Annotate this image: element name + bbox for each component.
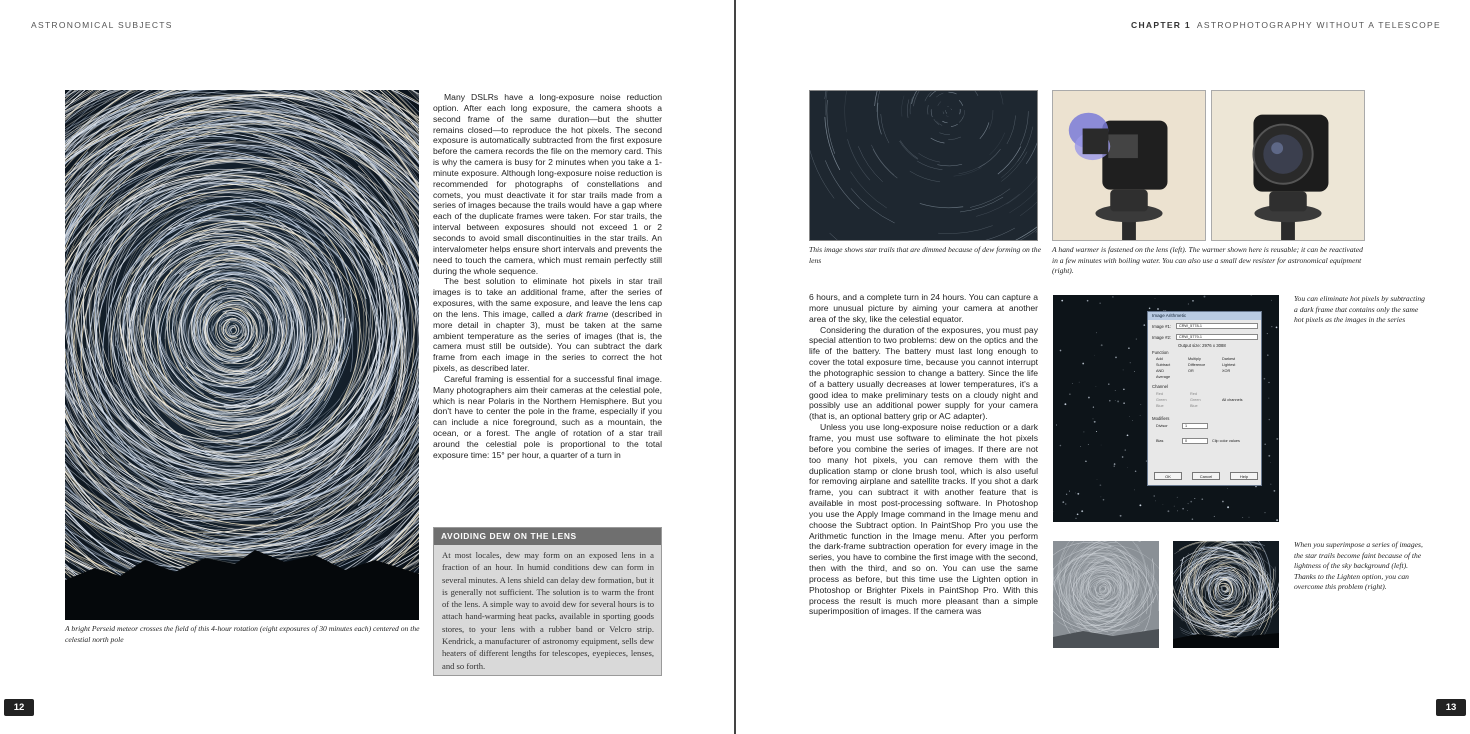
- image1-select[interactable]: CRW_5778-1: [1176, 323, 1258, 329]
- ok-button[interactable]: OK: [1154, 472, 1182, 480]
- sidebar-text: At most locales, dew may form on an exposed lens in a fraction of an hour. In humid conditions dew can form in several minutes. A lens shield can delay dew formation, but it is generally not sufficient. The solution is to warm the front of the lens. A simple way to avoid dew for several hours is to attach hand-warming heat packs, available in sporting goods stores, to your lens with a rubber band or Velcro strip. Kendrick, a manufacturer of astronomy equipment, sells dew heaters of different lengths for telescopes, eyepieces, lenses, and so forth.: [442, 550, 654, 671]
- dew-dimmed-photo: [809, 90, 1038, 241]
- hot-pixels-screenshot: [1053, 295, 1279, 522]
- function-option[interactable]: Multiply: [1188, 357, 1201, 361]
- paragraph: Unless you use long-exposure noise reduction or a dark frame, you must use software to eliminate the hot pixels before you combine the series of images. If there are not too many hot pixels, you can remove them with the duplication stamp or clone brush tool, which is also useful for removing airplane and satellite tracks. If you shot a dark frame, you can subtract it with another feature that is available in most post-processing software. In Photoshop you use the Apply Image command in the Image menu and choose the Subtract option. In PaintShop Pro you use the Arithmetic function in the Image menu. After you perform the dark-frame subtraction operation for every image in the series, you have to combine the first image with the second, then with the third, and so on. You can use the same process as before, but this time use the Lighten option in Photoshop or Brighter Pixels in PaintShop Pro. With this process the result is much more pleasant than a simple superimposition of images. If the camera was: [809, 422, 1038, 617]
- running-head-right: [1131, 20, 1441, 30]
- paragraph: Careful framing is essential for a successful final image. Many photographers aim their cameras at the celestial pole, which is near Polaris in the Northern Hemisphere. But you don't have to center the pole in the frame, especially if you can include a nice foreground, such as a mountain, the ocean, or a forest. The angle of rotation of a star trail around the celestial pole is proportional to the total exposure time: 15° per hour, a quarter of a turn in: [433, 373, 662, 460]
- function-option[interactable]: Darkest: [1222, 357, 1236, 361]
- function-option[interactable]: Difference: [1188, 363, 1206, 367]
- running-head-left: ASTRONOMICAL SUBJECTS: [31, 20, 173, 30]
- channel-option[interactable]: Green: [1156, 398, 1167, 402]
- body-text-left: [433, 92, 662, 461]
- image-arithmetic-dialog: [1147, 311, 1262, 486]
- paragraph: Considering the duration of the exposures, you must pay special attention to two problems: dew on the optics and the life of the battery. The battery must last long enough to cover the total exposure time, because you cannot interrupt the photographic session to change a battery. Since the life of a battery usually decreases at lower temperatures, it's a good idea to make preliminary tests on a cloudy night and possibly use an additional power supply for your camera (that is, an optional battery grip or AC adapter).: [809, 324, 1038, 422]
- hand-warmer-photo: [1052, 90, 1206, 241]
- image1-label: Image #1:: [1152, 324, 1172, 329]
- function-option[interactable]: AND: [1156, 369, 1165, 373]
- channel-option[interactable]: Red: [1156, 392, 1163, 396]
- camera-with-resister-image: [1212, 91, 1364, 240]
- star-trail-photo: [65, 90, 419, 620]
- image2-label: Image #2:: [1152, 335, 1172, 340]
- star-trail-image: [65, 90, 419, 620]
- chapter-label: CHAPTER 1: [1131, 20, 1191, 30]
- cancel-button[interactable]: Cancel: [1192, 472, 1220, 480]
- image2-select[interactable]: CRW_5779-1: [1176, 334, 1258, 340]
- function-option[interactable]: Subtract: [1156, 363, 1171, 367]
- bias-input[interactable]: 0: [1182, 438, 1208, 444]
- modifiers-label: Modifiers: [1152, 416, 1170, 421]
- body-text-right: [809, 292, 1038, 617]
- function-option[interactable]: OR: [1188, 369, 1194, 373]
- divisor-input[interactable]: 1: [1182, 423, 1208, 429]
- caption-dew: This image shows star trails that are dimmed because of dew forming on the lens: [809, 245, 1041, 265]
- page-number-right: 13: [1436, 699, 1466, 716]
- function-option[interactable]: Average: [1156, 375, 1171, 379]
- dew-resister-photo: [1211, 90, 1365, 241]
- paragraph: The best solution to eliminate hot pixels in star trail images is to take an additional frame, after the series of exposures, with the same exposure, and leave the lens cap on the lens. This image, called a dark frame (described in more detail in chapter 3), must be taken at the same ambient temperature as the series of images (that is, the camera must still be outside). You can subtract the dark frame from each image in the series to correct the hot pixels, as described later.: [433, 276, 663, 374]
- help-button[interactable]: Help: [1230, 472, 1258, 480]
- chapter-title: ASTROPHOTOGRAPHY WITHOUT A TELESCOPE: [1196, 20, 1441, 30]
- caption-warmer: A hand warmer is fastened on the lens (left). The warmer shown here is reusable; it can be reactivated in a few minutes with boiling water. You can also use a small dew resister for astronomical equipment (right).: [1052, 245, 1363, 276]
- lighten-photo: [1173, 541, 1279, 648]
- divisor-label: Divisor: [1156, 424, 1168, 428]
- left-page: [0, 0, 734, 734]
- bias-label: Bias: [1156, 439, 1164, 443]
- caption-hot-pixels: You can eliminate hot pixels by subtracting a dark frame that contains only the same hot pixels as the images in the series: [1294, 294, 1425, 325]
- paragraph: 6 hours, and a complete turn in 24 hours. You can capture a more unusual picture by aiming your camera at another area of the sky, like the celestial equator.: [809, 292, 1038, 324]
- channel-option[interactable]: Red: [1190, 392, 1197, 396]
- term-dark-frame: dark frame: [566, 308, 609, 319]
- dim-trails-image: [810, 91, 1037, 240]
- sidebar-box: [433, 527, 662, 676]
- channel-option[interactable]: Blue: [1190, 404, 1198, 408]
- dialog-title: Image Arithmetic: [1148, 312, 1261, 320]
- function-option[interactable]: Add: [1156, 357, 1163, 361]
- output-size: Output size: 2976 x 3088: [1178, 343, 1226, 348]
- camera-with-warmer-image: [1053, 91, 1205, 240]
- superimposed-light-photo: [1053, 541, 1159, 648]
- page-number-left: 12: [4, 699, 34, 716]
- clip-color-checkbox[interactable]: Clip color values: [1212, 439, 1240, 443]
- channel-label: Channel: [1152, 384, 1169, 389]
- function-option[interactable]: XOR: [1222, 369, 1231, 373]
- caption-superimpose: When you superimpose a series of images, the star trails become faint because of the lightness of the sky background (left). Thanks to the Lighten option, you can overcome this problem (right).: [1294, 540, 1423, 592]
- all-channels-checkbox[interactable]: All channels: [1222, 398, 1243, 402]
- figure-caption-left: A bright Perseid meteor crosses the field of this 4-hour rotation (eight exposures of 30 minutes each) centered on the celestial north pole: [65, 624, 420, 644]
- function-option-selected[interactable]: Lightest: [1222, 363, 1236, 367]
- lighten-trails-image: [1173, 541, 1279, 648]
- sidebar-title: AVOIDING DEW ON THE LENS: [434, 528, 661, 545]
- faint-trails-image: [1053, 541, 1159, 648]
- right-page: [736, 0, 1470, 734]
- channel-option[interactable]: Green: [1190, 398, 1201, 402]
- paragraph: Many DSLRs have a long-exposure noise reduction option. After each long exposure, the camera shoots a second frame of the same duration—but the shutter remains closed—to reproduce the hot pixels. The second exposure is automatically subtracted from the first exposure before the camera records the file on the memory card. This is why the camera is busy for 2 minutes when you take a 1-minute exposure. Although long-exposure noise reduction is recommended for photographs of constellations and comets, you must deactivate it for star trails made from a series of images because the trails would have a gap where each of the duplicate frames were taken. For star trails, the interval between exposures should not exceed 1 or 2 seconds to avoid small discontinuities in the star trails. An intervalometer helps ensure short intervals and prevents the need to touch the camera, which must remain perfectly still during the whole sequence.: [433, 92, 662, 276]
- function-label: Function: [1152, 350, 1169, 355]
- channel-option[interactable]: Blue: [1156, 404, 1164, 408]
